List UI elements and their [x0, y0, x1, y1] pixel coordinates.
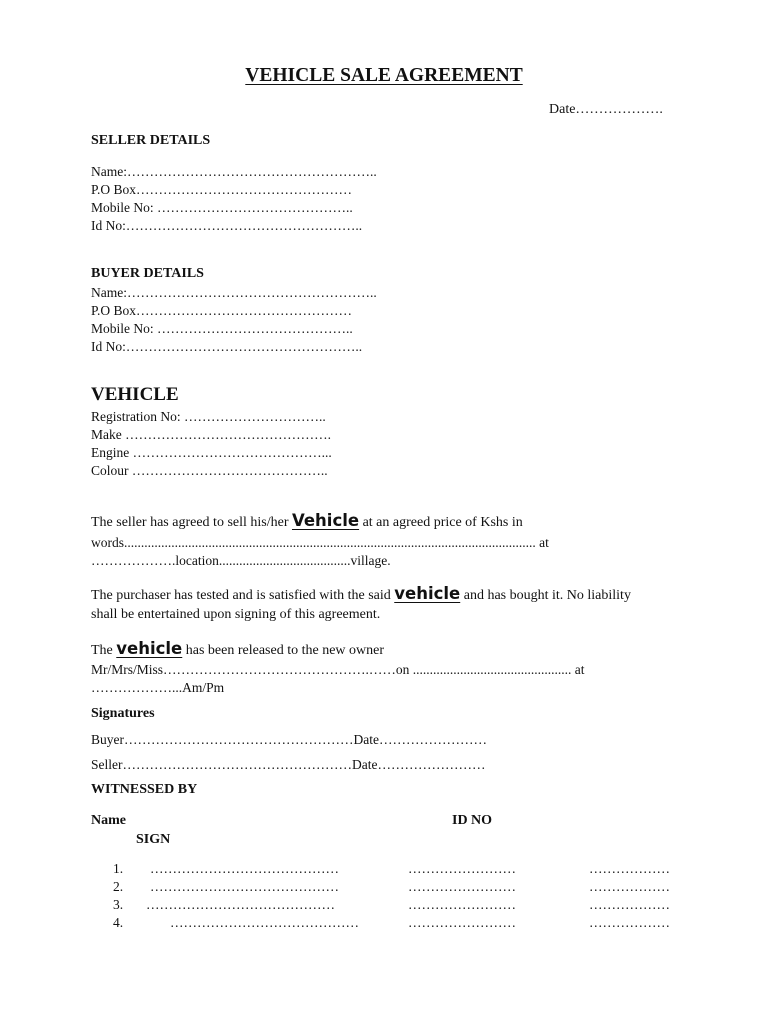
vehicle-word: Vehicle — [291, 511, 360, 530]
released-text-post: has been released to the new owner — [182, 643, 384, 658]
tested-text-post: and has bought it. No liability — [460, 588, 631, 603]
released-paragraph-line-3: ………………...Am/Pm — [91, 680, 225, 695]
witness-row-name: …………………………………… — [150, 861, 339, 876]
seller-signature-line: Seller……………………………………………Date…………………… — [91, 757, 486, 772]
witness-sign-column-header: SIGN — [136, 832, 171, 847]
document-title: VEHICLE SALE AGREEMENT — [245, 65, 523, 86]
buyer-name-line: Name:……………………………………………….. — [91, 285, 377, 300]
vehicle-engine-line: Engine ……………………………………... — [91, 445, 332, 460]
sale-text-post: at an agreed price of Kshs in — [359, 515, 523, 530]
witness-row-id: …………………… — [408, 861, 516, 876]
buyer-signature-line: Buyer……………………………………………Date…………………… — [91, 732, 487, 747]
witness-row-id: …………………… — [408, 897, 516, 912]
vehicle-colour-line: Colour …………………………………….. — [91, 463, 328, 478]
witnessed-by-heading: WITNESSED BY — [91, 782, 198, 797]
seller-id-line: Id No:…………………………………………….. — [91, 218, 363, 233]
buyer-id-line: Id No:…………………………………………….. — [91, 339, 363, 354]
tested-paragraph-line-1 — [91, 585, 631, 605]
tested-text-pre: The purchaser has tested and is satisfied with the said — [91, 588, 395, 603]
sale-paragraph-line-1 — [91, 512, 523, 532]
witness-row-number: 1. — [113, 861, 124, 876]
released-paragraph-line-2: Mr/Mrs/Miss……………………………………….……on ............................................... at — [91, 662, 585, 677]
witness-row-sign: ……………… — [589, 897, 670, 912]
tested-paragraph-line-2: shall be entertained upon signing of this agreement. — [91, 607, 381, 622]
witness-id-column-header: ID NO — [452, 813, 493, 828]
witness-row-id: …………………… — [408, 879, 516, 894]
vehicle-registration-line: Registration No: ………………………….. — [91, 409, 326, 424]
witness-row-sign: ……………… — [589, 861, 670, 876]
seller-pobox-line: P.O Box………………………………………… — [91, 182, 353, 197]
witness-row-id: …………………… — [408, 915, 516, 930]
witness-row-name: …………………………………… — [170, 915, 359, 930]
sale-paragraph-line-2: words.......................................................................................................................... at — [91, 535, 549, 550]
sale-text-pre: The seller has agreed to sell his/her — [91, 515, 292, 530]
released-text-pre: The — [91, 643, 117, 658]
date-line: Date………………. — [549, 102, 663, 117]
buyer-heading: BUYER DETAILS — [91, 266, 204, 281]
signatures-heading: Signatures — [91, 706, 155, 721]
witness-row-number: 2. — [113, 879, 124, 894]
witness-row-name: …………………………………… — [150, 879, 339, 894]
witness-name-column-header: Name — [91, 813, 126, 828]
buyer-pobox-line: P.O Box………………………………………… — [91, 303, 353, 318]
vehicle-word: vehicle — [394, 584, 461, 603]
seller-name-line: Name:……………………………………………….. — [91, 164, 377, 179]
witness-row-name: …………………………………… — [146, 897, 335, 912]
vehicle-heading: VEHICLE — [91, 384, 179, 405]
seller-mobile-line: Mobile No: …………………………………….. — [91, 200, 353, 215]
witness-row-number: 3. — [113, 897, 124, 912]
vehicle-make-line: Make ………………………………………. — [91, 427, 331, 442]
witness-row-sign: ……………… — [589, 879, 670, 894]
witness-row-number: 4. — [113, 915, 124, 930]
sale-paragraph-line-3: ……………….location.......................................village. — [91, 553, 391, 568]
buyer-mobile-line: Mobile No: …………………………………….. — [91, 321, 353, 336]
vehicle-word: vehicle — [116, 639, 183, 658]
witness-row-sign: ……………… — [589, 915, 670, 930]
released-paragraph-line-1 — [91, 640, 384, 660]
seller-heading: SELLER DETAILS — [91, 133, 211, 148]
